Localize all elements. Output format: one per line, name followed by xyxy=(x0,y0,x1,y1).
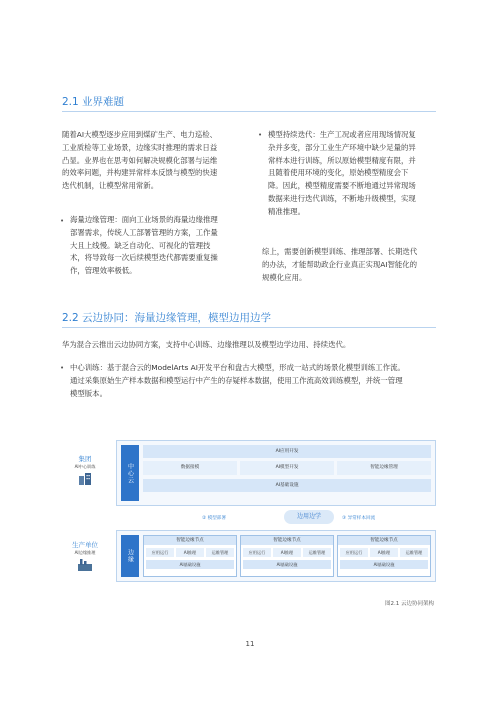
figure-caption: 图2.1 云边协同架构 xyxy=(385,601,434,607)
edge-node-item: 运维管理 xyxy=(303,548,331,557)
edge-node-item: 运维管理 xyxy=(400,548,428,557)
flow-sample-backflow: ③ 异常样本回流 xyxy=(342,516,376,521)
flow-center-badge: 边用边学 xyxy=(284,510,334,524)
section-divider xyxy=(62,111,436,112)
building-icon xyxy=(77,473,93,485)
edge-node-item: 运维管理 xyxy=(206,548,234,557)
section1-left-bullet: 海量边缘管理：面向工业场景的海量边缘推理 部署需求，传统人工部署管理的方案，工作量 大且上线慢。缺乏自动化、可视化的管理技 术，将导致每一次后续模型迭代都需要重复操 作，管理效率极低。 xyxy=(70,215,218,276)
edge-node-item: 应用运行 xyxy=(340,548,368,557)
ai-infrastructure-row: AI基础设施 xyxy=(143,479,431,492)
bullet-icon: • xyxy=(60,364,65,372)
section1-right-summary: 综上，需要创新模型训练、推理部署、长期迭代 的办法，才能帮助政企行业真正实现AI智能化的 规模化应用。 xyxy=(262,247,418,282)
edge-node xyxy=(240,535,334,577)
center-cloud-tag: 中心云 xyxy=(121,445,139,501)
edge-node-base: AI基础设施 xyxy=(243,560,331,569)
edge-management-box: 智能边缘管理 xyxy=(337,461,431,475)
ai-model-dev-box: AI模型开发 xyxy=(240,461,334,475)
edge-tag: 边缘 xyxy=(121,535,139,577)
edge-node-title: 智能边缘节点 xyxy=(144,536,236,545)
group-title: 集团 xyxy=(78,455,92,463)
center-cloud-panel xyxy=(116,440,436,506)
edge-node-title: 智能边缘节点 xyxy=(241,536,333,545)
edge-node-item: AI推理 xyxy=(370,548,398,557)
edge-node-base: AI基础设施 xyxy=(340,560,428,569)
production-unit-subtitle: AI边缘推理 xyxy=(74,550,96,555)
group-label xyxy=(62,454,108,489)
section-heading-2-1: 2.1 业界难题 xyxy=(62,96,125,108)
bullet-icon: • xyxy=(258,131,263,139)
edge-node-title: 智能边缘节点 xyxy=(338,536,430,545)
page-number: 11 xyxy=(245,640,255,648)
section1-right-bullet: 模型持续迭代：生产工况或者应用现场情况复 杂并多变，部分工业生产环境中缺少足量的异 常样本进行训练，所以原始模型精度有限，并 且随着使用环境的变化，原始模型精度会下 降。因此，模型精度需要不断地通过异常现场 数据来进行迭代训练，不断地升级模型，实现 精准推理。 xyxy=(268,130,416,216)
edge-node-item: 应用运行 xyxy=(146,548,174,557)
section2-intro: 华为混合云推出云边协同方案，支持中心训练、边缘推理以及模型边学边用、持续迭代。 xyxy=(62,340,351,349)
edge-node-item: 应用运行 xyxy=(243,548,271,557)
edge-panel xyxy=(116,530,436,582)
edge-node-item: AI推理 xyxy=(176,548,204,557)
group-subtitle: AI中心训练 xyxy=(74,464,96,469)
section2-bullet: 中心训练：基于混合云的ModelArts AI开发平台和盘古大模型，形成一站式的场景化模型训练工作流。 通过采集原始生产样本数据和模型运行中产生的存疑样本数据，使用工作流高效训练模型，并统一管理 模型版本。 xyxy=(70,363,405,398)
section-heading-2-2: 2.2 云边协同：海量边缘管理，模型边用边学 xyxy=(62,312,272,324)
flow-model-deploy: ② 模型部署 xyxy=(202,516,226,521)
factory-icon xyxy=(77,559,93,571)
edge-node-item: AI推理 xyxy=(273,548,301,557)
production-unit-label xyxy=(62,540,108,575)
edge-node xyxy=(337,535,431,577)
ai-app-dev-row: AI应用开发 xyxy=(143,445,431,458)
production-unit-title: 生产单位 xyxy=(72,541,98,549)
section-divider xyxy=(62,327,436,328)
bullet-icon: • xyxy=(60,217,65,225)
edge-node-base: AI基础设施 xyxy=(146,560,234,569)
architecture-diagram xyxy=(62,430,440,586)
data-labeling-box: 数据接模 xyxy=(143,461,237,475)
section1-left-intro: 随着AI大模型逐步应用到煤矿生产、电力巡检、 工业质检等工业场景，边缘实时推理的需求日益 凸显。业界也在思考如何解决规模化部署与运维 的效率问题，并构建异常样本反馈与模型的快速 迭代机制，让模型常用常新。 xyxy=(62,130,218,191)
edge-node xyxy=(143,535,237,577)
